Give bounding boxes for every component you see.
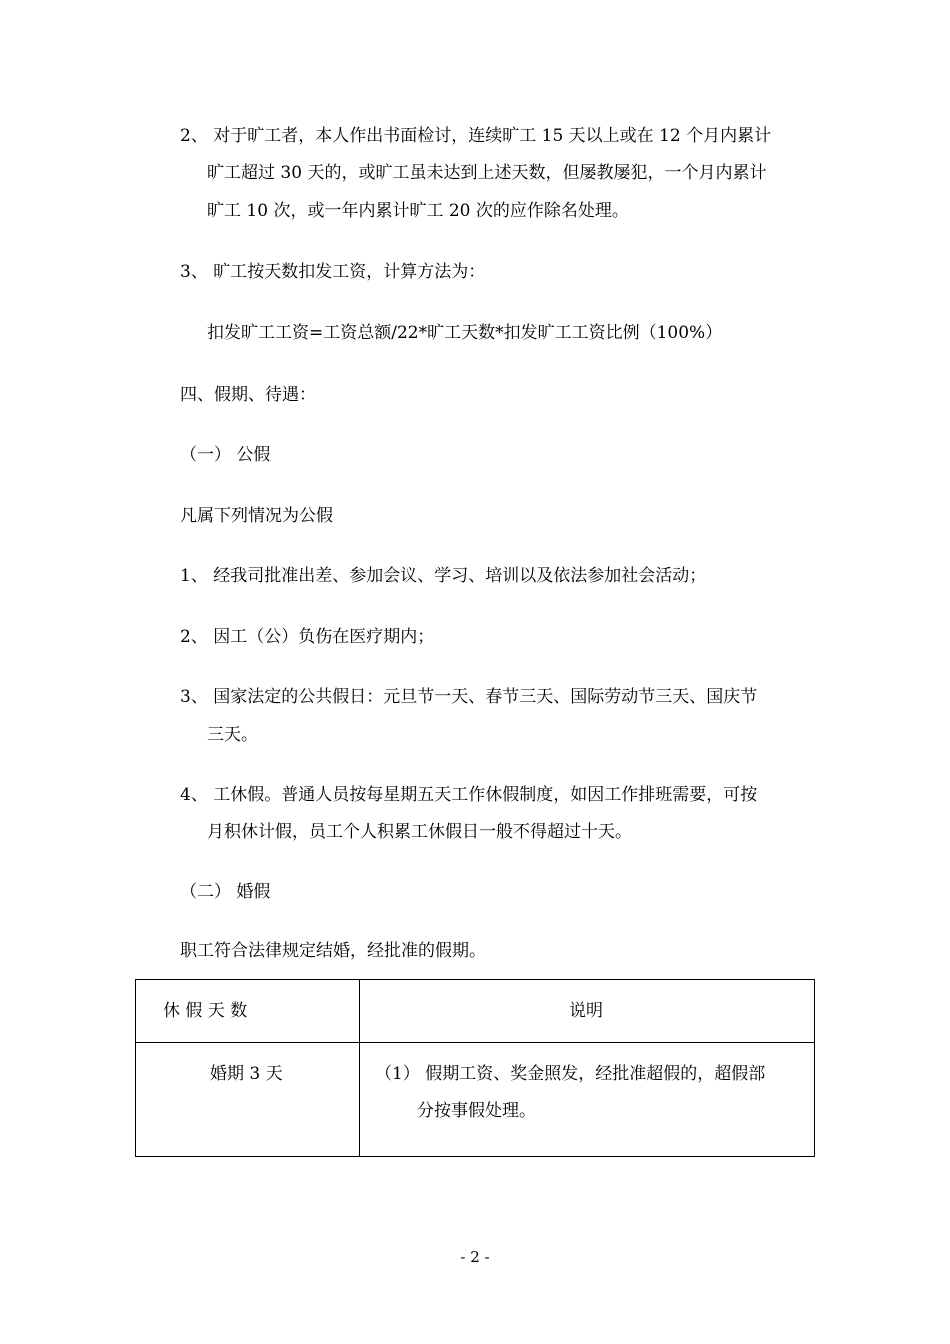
paragraph-absence-rule-line2: 旷工超过 30 天的，或旷工虽未达到上述天数，但屡教屡犯，一个月内累计	[207, 163, 767, 183]
table-column-divider	[359, 979, 360, 1157]
marriage-leave-intro: 职工符合法律规定结婚，经批准的假期。	[180, 941, 486, 961]
public-leave-item-3-line2: 三天。	[207, 725, 258, 745]
paragraph-absence-rule-line1: 2、 对于旷工者，本人作出书面检讨，连续旷工 15 天以上或在 12 个月内累计	[180, 126, 772, 146]
public-leave-item-4-line1: 4、 工休假。普通人员按每星期五天工作休假制度，如因工作排班需要，可按	[180, 785, 758, 805]
subsection-marriage-leave: （二） 婚假	[180, 882, 271, 902]
public-leave-intro: 凡属下列情况为公假	[180, 506, 333, 526]
paragraph-absence-rule-line3: 旷工 10 次，或一年内累计旷工 20 次的应作除名处理。	[207, 201, 629, 221]
public-leave-item-4-line2: 月积休计假，员工个人积累工休假日一般不得超过十天。	[207, 822, 632, 842]
table-header-description: 说明	[569, 1001, 603, 1021]
public-leave-item-1: 1、 经我司批准出差、参加会议、学习、培训以及依法参加社会活动；	[180, 566, 707, 586]
table-row-divider	[135, 1042, 815, 1043]
table-cell-description-line1: （1） 假期工资、奖金照发，经批准超假的，超假部	[375, 1064, 766, 1084]
marriage-leave-table	[135, 979, 815, 1157]
page-number: - 2 -	[460, 1248, 490, 1266]
public-leave-item-2: 2、 因工（公）负伤在医疗期内；	[180, 627, 435, 647]
table-cell-days: 婚期 3 天	[210, 1064, 283, 1084]
table-header-days: 休 假 天 数	[163, 1001, 248, 1021]
section-heading-holidays: 四、假期、待遇：	[180, 385, 316, 405]
table-cell-description-line2: 分按事假处理。	[417, 1101, 536, 1121]
paragraph-deduction-rule: 3、 旷工按天数扣发工资，计算方法为：	[180, 262, 486, 282]
deduction-formula: 扣发旷工工资=工资总额/22*旷工天数*扣发旷工工资比例（100%）	[207, 323, 723, 343]
subsection-public-leave: （一） 公假	[180, 445, 271, 465]
public-leave-item-3-line1: 3、 国家法定的公共假日：元旦节一天、春节三天、国际劳动节三天、国庆节	[180, 687, 758, 707]
